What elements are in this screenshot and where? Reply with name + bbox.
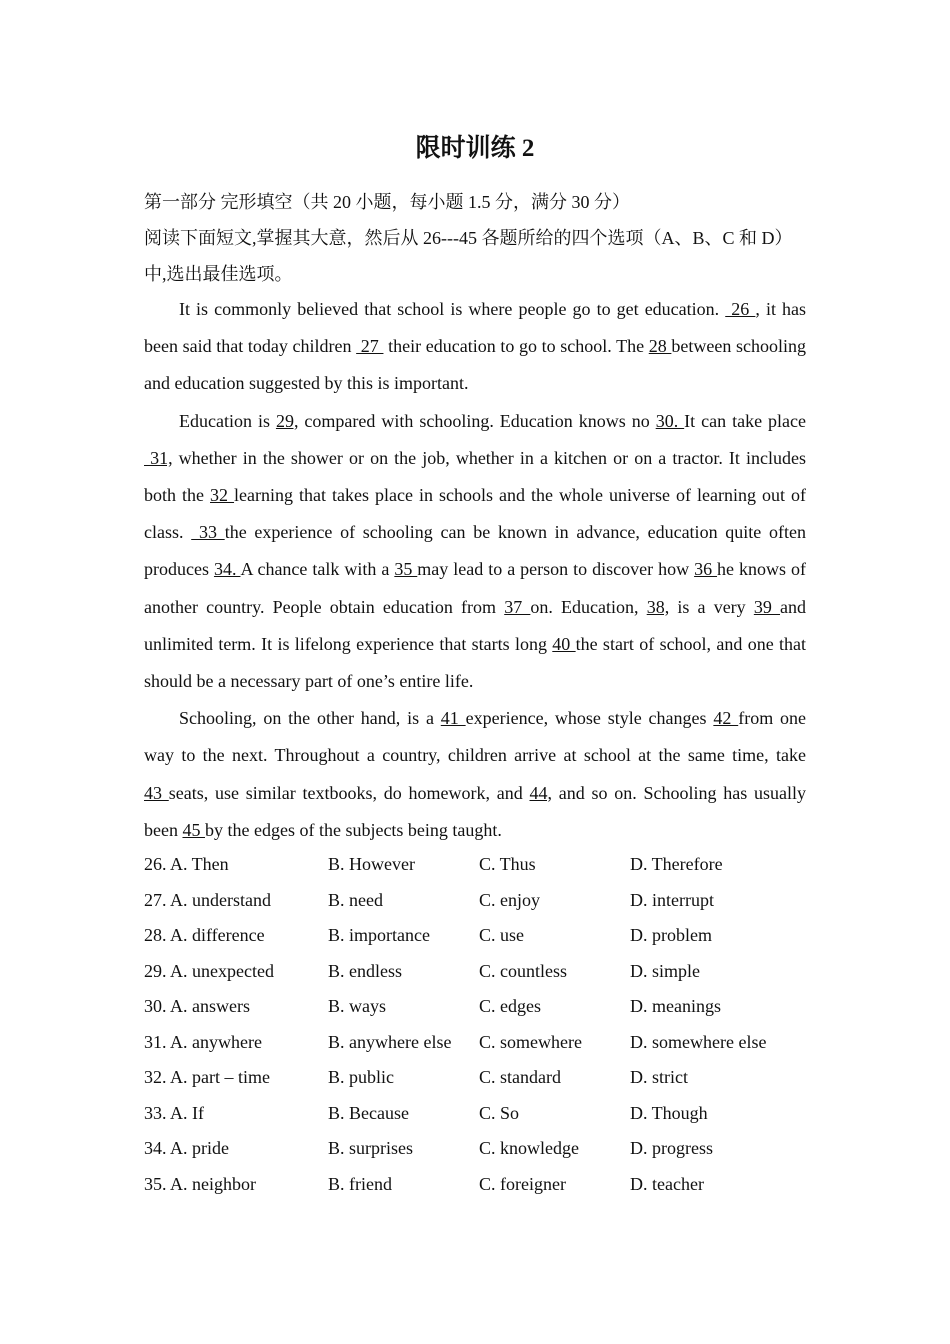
passage-text: between schooling and education suggested by this is important. bbox=[144, 336, 806, 394]
option-b: B. need bbox=[328, 889, 383, 910]
instruction-text: 阅读下面短文,掌握其大意，然后从 26---45 各题所给的四个选项（A、B、C 和 D）中,选出最佳选项。 bbox=[144, 228, 793, 284]
passage-text: by the edges of the subjects being taught. bbox=[204, 819, 502, 840]
option-a: 33. A. If bbox=[144, 1102, 204, 1123]
option-a: 31. A. anywhere bbox=[144, 1031, 262, 1052]
option-d: D. Though bbox=[630, 1102, 708, 1123]
option-row bbox=[144, 847, 806, 883]
option-a: 34. A. pride bbox=[144, 1138, 229, 1158]
option-row bbox=[144, 883, 806, 919]
option-d: D. strict bbox=[630, 1067, 688, 1087]
option-d: D. progress bbox=[630, 1138, 713, 1158]
option-c: C. Thus bbox=[479, 854, 536, 874]
passage-paragraph-2 bbox=[144, 403, 806, 701]
passage-text: from one way to the next. Throughout a country, children arrive at school at the same time, take bbox=[144, 708, 807, 766]
blank-number: 39 bbox=[753, 596, 781, 617]
blank-number: 40 bbox=[552, 633, 576, 654]
blank-number: 35 bbox=[394, 559, 418, 580]
blank-number: 36 bbox=[694, 559, 718, 580]
option-b: B. anywhere else bbox=[328, 1031, 452, 1052]
option-c: C. knowledge bbox=[479, 1138, 579, 1158]
blank-number: 27 bbox=[356, 336, 384, 357]
option-b: B. However bbox=[328, 854, 415, 874]
option-c: C. So bbox=[479, 1102, 520, 1123]
passage-text: is a very bbox=[669, 596, 754, 617]
option-row bbox=[144, 918, 806, 954]
option-a: 28. A. difference bbox=[144, 925, 265, 945]
passage-text: , it has been said that today children bbox=[144, 299, 807, 357]
option-d: D. somewhere else bbox=[630, 1031, 767, 1052]
passage-text: It can take place bbox=[684, 410, 807, 431]
option-row bbox=[144, 954, 806, 990]
option-a: 30. A. answers bbox=[144, 996, 250, 1016]
blank-number: 26 bbox=[725, 299, 756, 319]
blank-number: 37 bbox=[504, 596, 531, 617]
option-c: C. enjoy bbox=[479, 889, 540, 910]
blank-number: 42 bbox=[713, 708, 739, 729]
section-heading: 第一部分 完形填空（共 20 小题，每小题 1.5 分，满分 30 分） bbox=[144, 192, 630, 212]
blank-number: 45 bbox=[182, 819, 205, 840]
passage-text: seats, use similar textbooks, do homework, and bbox=[168, 782, 530, 803]
blank-number: 31, bbox=[144, 447, 173, 468]
passage-text: their education to go to school. The bbox=[383, 336, 649, 357]
blank-number: 41 bbox=[440, 708, 466, 729]
option-c: C. foreigner bbox=[479, 1173, 566, 1194]
option-d: D. Therefore bbox=[630, 854, 723, 874]
passage-text: the experience of schooling can be known in advance, education quite often produces bbox=[144, 522, 806, 580]
option-row bbox=[144, 1025, 806, 1061]
instructions bbox=[144, 184, 806, 292]
option-d: D. meanings bbox=[630, 996, 721, 1016]
option-b: B. Because bbox=[328, 1102, 409, 1123]
passage-text: whether in the shower or on the job, whether in a kitchen or on a tractor. It includes both the bbox=[144, 447, 806, 506]
option-d: D. simple bbox=[630, 960, 700, 981]
passage-text: and so on. Schooling has usually been bbox=[144, 782, 806, 840]
option-a: 29. A. unexpected bbox=[144, 960, 274, 981]
passage-text: and unlimited term. It is lifelong experience that starts long bbox=[144, 596, 807, 654]
option-a: 35. A. neighbor bbox=[144, 1173, 256, 1194]
blank-number: 32 bbox=[210, 485, 235, 506]
blank-number: 28 bbox=[648, 336, 672, 357]
blank-number: 29, bbox=[275, 410, 299, 431]
option-d: D. interrupt bbox=[630, 889, 714, 910]
answer-options bbox=[144, 847, 806, 1202]
passage-text: the start of school, and one that should be a necessary part of one’s entire life. bbox=[144, 633, 806, 692]
option-row bbox=[144, 1131, 806, 1167]
blank-number: 33 bbox=[191, 522, 225, 543]
option-b: B. endless bbox=[328, 960, 402, 981]
passage-text: experience, whose style changes bbox=[465, 708, 714, 729]
option-c: C. countless bbox=[479, 960, 567, 981]
passage-text: on. Education, bbox=[530, 596, 647, 617]
passage-paragraph-3 bbox=[144, 700, 806, 849]
option-c: C. edges bbox=[479, 996, 541, 1016]
blank-number: 30. bbox=[655, 410, 685, 431]
page-title: 限时训练 2 bbox=[415, 135, 535, 162]
option-c: C. use bbox=[479, 925, 524, 945]
blank-number: 34. bbox=[213, 559, 241, 580]
option-row bbox=[144, 1096, 806, 1132]
passage-text: he knows of another country. People obtain education from bbox=[144, 559, 806, 617]
blank-number: 44, bbox=[529, 782, 552, 803]
passage-text: Schooling, on the other hand, is a bbox=[179, 708, 441, 729]
passage-text: learning that takes place in schools and the whole universe of learning out of class. bbox=[144, 485, 806, 543]
passage-paragraph-1 bbox=[144, 291, 806, 403]
option-b: B. importance bbox=[328, 925, 430, 945]
blank-number: 38, bbox=[646, 596, 670, 617]
passage-text: compared with schooling. Education knows no bbox=[298, 410, 656, 431]
option-a: 26. A. Then bbox=[144, 854, 229, 874]
cloze-passage bbox=[144, 291, 806, 849]
option-c: C. standard bbox=[479, 1067, 561, 1087]
option-row bbox=[144, 1060, 806, 1096]
option-c: C. somewhere bbox=[479, 1031, 582, 1052]
option-a: 27. A. understand bbox=[144, 889, 271, 910]
option-row bbox=[144, 1167, 806, 1203]
passage-text: may lead to a person to discover how bbox=[417, 559, 695, 580]
option-b: B. friend bbox=[328, 1173, 392, 1194]
option-d: D. problem bbox=[630, 925, 712, 945]
option-b: B. surprises bbox=[328, 1138, 413, 1158]
passage-text: It is commonly believed that school is where people go to get education. bbox=[179, 299, 726, 319]
blank-number: 43 bbox=[144, 782, 169, 803]
option-row bbox=[144, 989, 806, 1025]
option-b: B. public bbox=[328, 1067, 394, 1087]
passage-text: A chance talk with a bbox=[240, 559, 395, 580]
passage-text: Education is bbox=[179, 410, 276, 431]
option-a: 32. A. part – time bbox=[144, 1067, 270, 1087]
option-d: D. teacher bbox=[630, 1173, 704, 1194]
option-b: B. ways bbox=[328, 996, 386, 1016]
